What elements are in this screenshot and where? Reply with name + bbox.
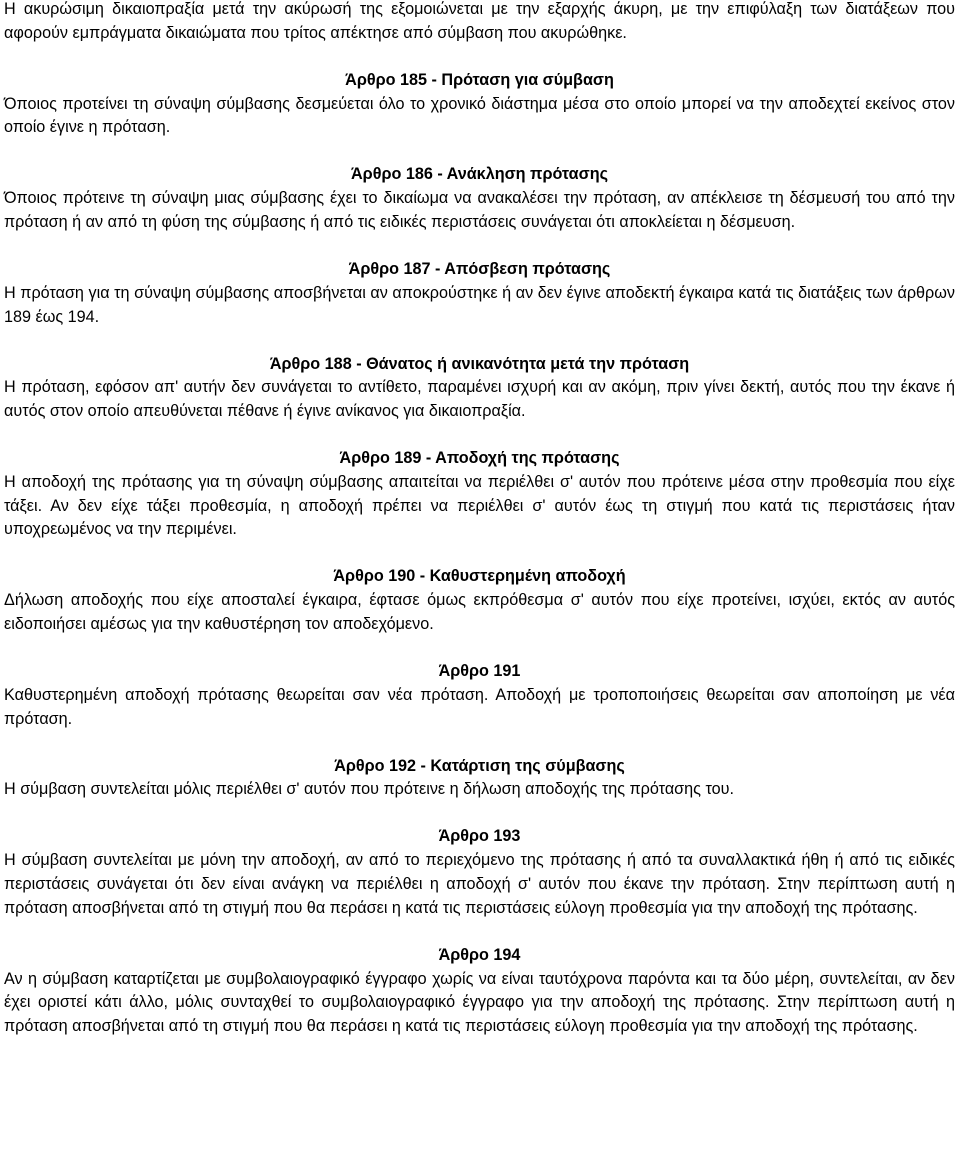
intro-paragraph: Η ακυρώσιμη δικαιοπραξία μετά την ακύρωσή της εξομοιώνεται με την εξαρχής άκυρη, με την επιφύλαξη των διατάξεων που αφορούν εμπράγματα δικαιώματα που τρίτος απέκτησε από σύμβαση που ακυρώθηκε.	[4, 0, 955, 42]
article-heading: Άρθρο 191	[438, 662, 521, 681]
article-text: Η σύμβαση συντελείται με μόνη την αποδοχή, αν από το περιεχόμενο της πρότασης ή από τα συναλλακτικά ήθη ή από τις ειδικές περιστάσεις συνάγεται ότι δεν είναι ανάγκη να περιέλθει η αποδοχή σ' αυτόν που έκανε την πρόταση. Στην περίπτωση αυτή η πρόταση αποσβήνεται από τη στιγμή που θα περάσει η κατά τις περιστάσεις εύλογη προθεσμία για την αποδοχή της πρότασης.	[4, 851, 955, 917]
article-186	[4, 163, 955, 234]
article-text: Καθυστερημένη αποδοχή πρότασης θεωρείται σαν νέα πρόταση. Αποδοχή με τροποποιήσεις θεωρείται σαν αποποίηση με νέα πρόταση.	[4, 685, 955, 728]
article-heading: Άρθρο 189 - Αποδοχή της πρότασης	[339, 449, 620, 468]
article-heading: Άρθρο 188 - Θάνατος ή ανικανότητα μετά την πρόταση	[269, 354, 690, 373]
article-text: Αν η σύμβαση καταρτίζεται με συμβολαιογραφικό έγγραφο χωρίς να είναι ταυτόχρονα παρόντα και τα δύο μέρη, συντελείται, αν δεν έχει οριστεί κάτι άλλο, μόλις συνταχθεί το συμβολαιογραφικό έγγραφο για την αποδοχή της πρότασης. Στην περίπτωση αυτή η πρόταση αποσβήνεται από τη στιγμή που θα περάσει η κατά τις περιστάσεις εύλογη προθεσμία για την αποδοχή της πρότασης.	[4, 969, 955, 1036]
article-heading: Άρθρο 192 - Κατάρτιση της σύμβασης	[334, 756, 625, 775]
article-heading: Άρθρο 193	[438, 827, 521, 846]
article-192	[4, 755, 955, 803]
article-heading: Άρθρο 185 - Πρόταση για σύμβαση	[345, 70, 614, 89]
legal-document	[4, 0, 955, 1039]
article-text: Η σύμβαση συντελείται μόλις περιέλθει σ' αυτόν που πρότεινε η δήλωση αποδοχής της πρότασης του.	[4, 780, 734, 799]
article-188	[4, 353, 955, 424]
article-190	[4, 565, 955, 636]
article-heading: Άρθρο 190 - Καθυστερημένη αποδοχή	[333, 567, 626, 586]
article-text: Όποιος προτείνει τη σύναψη σύμβασης δεσμεύεται όλο το χρονικό διάστημα μέσα στο οποίο μπορεί να την αποδεχτεί εκείνος στον οποίο έγινε η πρόταση.	[4, 94, 955, 137]
article-text: Δήλωση αποδοχής που είχε αποσταλεί έγκαιρα, έφτασε όμως εκπρόθεσμα σ' αυτόν που είχε προτείνει, ισχύει, εκτός αν αυτός ειδοποιήσει αμέσως για την καθυστέρηση τον αποδεχόμενο.	[4, 591, 955, 634]
article-193	[4, 825, 955, 920]
article-heading: Άρθρο 186 - Ανάκληση πρότασης	[350, 165, 608, 184]
article-194	[4, 944, 955, 1039]
article-text: Η πρόταση, εφόσον απ' αυτήν δεν συνάγεται το αντίθετο, παραμένει ισχυρή και αν ακόμη, πριν γίνει δεκτή, αυτός που την έκανε ή αυτός στον οποίο απευθύνεται πέθανε ή έγινε ανίκανος για δικαιοπραξία.	[4, 378, 955, 421]
article-text: Η πρόταση για τη σύναψη σύμβασης αποσβήνεται αν αποκρούστηκε ή αν δεν έγινε αποδεκτή έγκαιρα κατά τις διατάξεις των άρθρων 189 έως 194.	[4, 283, 955, 326]
article-text: Η αποδοχή της πρότασης για τη σύναψη σύμβασης απαιτείται να περιέλθει σ' αυτόν που πρότεινε μέσα στην προθεσμία που είχε τάξει. Αν δεν είχε τάξει προθεσμία, η αποδοχή πρέπει να περιέλθει σ' αυτόν έως τη στιγμή που κατά τις περιστάσεις ήταν υποχρεωμένος να την περιμένει.	[4, 472, 955, 539]
article-heading: Άρθρο 194	[438, 945, 521, 964]
article-heading: Άρθρο 187 - Απόσβεση πρότασης	[348, 259, 611, 278]
article-189	[4, 447, 955, 542]
article-185	[4, 69, 955, 140]
article-191	[4, 660, 955, 731]
article-text: Όποιος πρότεινε τη σύναψη μιας σύμβασης έχει το δικαίωμα να ανακαλέσει την πρόταση, αν απέκλεισε τη δέσμευσή του από την πρόταση ή αν από τη φύση της σύμβασης ή από τις ειδικές περιστάσεις συνάγεται ότι αποκλείεται η δέσμευση.	[4, 189, 955, 231]
article-187	[4, 258, 955, 329]
